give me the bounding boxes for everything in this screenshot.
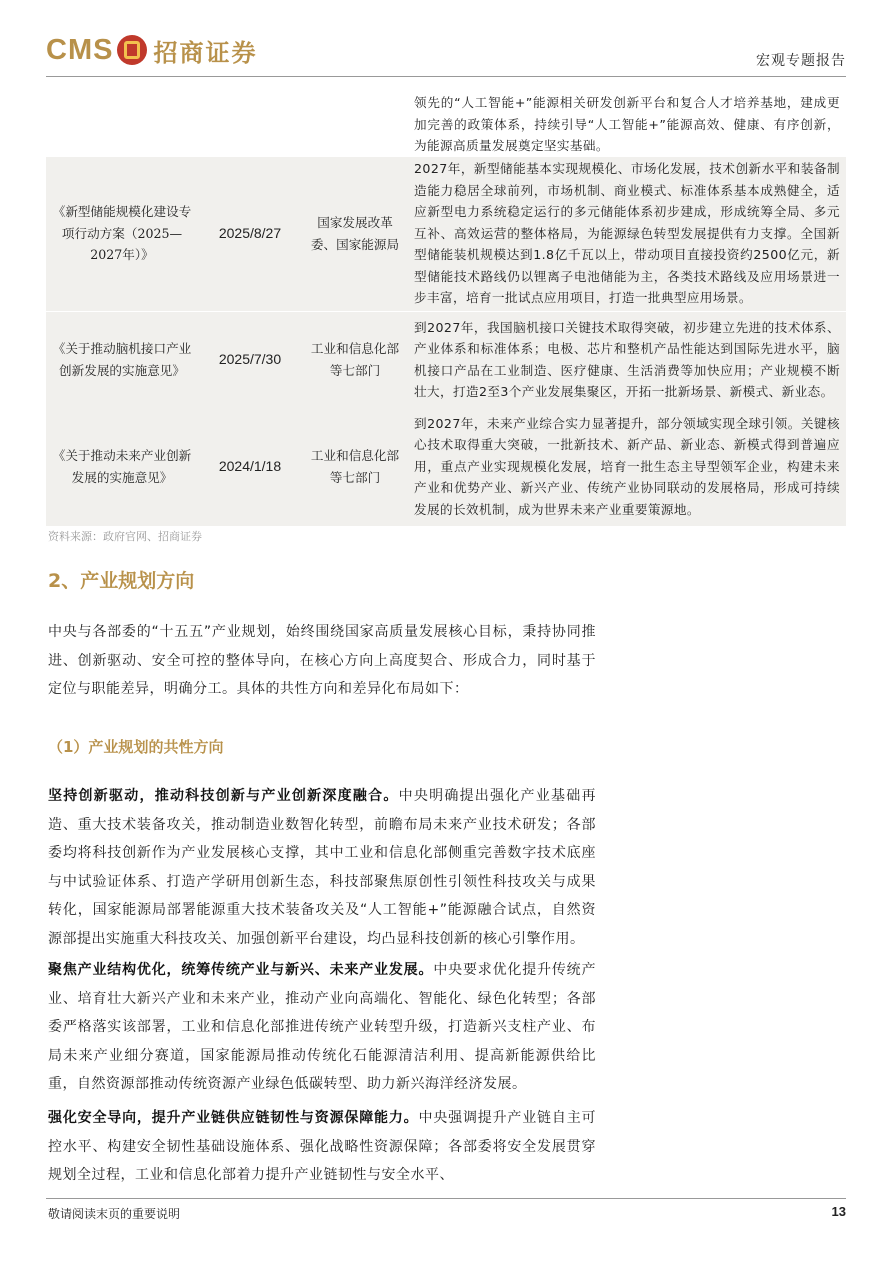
logo-cn-text: 招商证券 bbox=[153, 38, 258, 67]
policy-date bbox=[198, 92, 302, 157]
policy-name: 《关于推动未来产业创新发展的实施意见》 bbox=[46, 408, 198, 526]
policy-desc: 领先的“人工智能+”能源相关研发创新平台和复合人才培养基地，建成更加完善的政策体系，持续引导“人工智能+”能源高效、健康、有序创新，为能源高质量发展奠定坚实基础。 bbox=[414, 95, 840, 153]
section-title: 2、产业规划方向 bbox=[48, 570, 195, 592]
subsection-title: （1）产业规划的共性方向 bbox=[48, 738, 224, 756]
point-paragraph bbox=[48, 1104, 596, 1190]
section-intro: 中央与各部委的“十五五”产业规划，始终围绕国家高质量发展核心目标，秉持协同推进、创新驱动、安全可控的整体导向，在核心方向上高度契合、形成合力，同时基于定位与职能差异，明确分工。具体的共性方向和差异化布局如下： bbox=[48, 624, 596, 697]
table-row bbox=[46, 311, 846, 408]
table-row bbox=[46, 408, 846, 526]
footer-divider bbox=[46, 1198, 846, 1199]
policy-desc: 到2027年，未来产业综合实力显著提升，部分领域实现全球引领。关键核心技术取得重大突破，一批新技术、新产品、新业态、新模式得到普遍应用，重点产业实现规模化发展，培育一批生态主导型领军企业，构建未来产业和优势产业、新兴产业、传统产业协同联动的发展格局，形成可持续发展的长效机制，成为世界未来产业重要策源地。 bbox=[408, 408, 846, 526]
page-number: 13 bbox=[831, 1204, 846, 1219]
policy-dept: 工业和信息化部等七部门 bbox=[302, 408, 408, 526]
header-divider bbox=[46, 76, 846, 77]
policy-name: 《关于推动脑机接口产业创新发展的实施意见》 bbox=[46, 311, 198, 408]
table-row bbox=[46, 92, 846, 157]
table-row bbox=[46, 157, 846, 312]
point-paragraph bbox=[48, 782, 596, 953]
policy-name bbox=[46, 92, 198, 157]
cms-logo bbox=[46, 32, 257, 68]
policy-dept bbox=[302, 92, 408, 157]
policy-date: 2025/8/27 bbox=[198, 157, 302, 312]
point-body: 中央明确提出强化产业基础再造、重大技术装备攻关，推动制造业数智化转型，前瞻布局未来产业技术研发；各部委均将科技创新作为产业发展核心支撑，其中工业和信息化部侧重完善数字技术底座与中试验证体系、打造产学研用创新生态，科技部聚焦原创性引领性科技攻关与成果转化，国家能源局部署能源重大技术装备攻关及“人工智能+”能源融合试点，自然资源部提出实施重大科技攻关、加强创新平台建设，均凸显科技创新的核心引擎作用。 bbox=[48, 788, 597, 947]
point-lead: 强化安全导向，提升产业链供应链韧性与资源保障能力。 bbox=[48, 1110, 419, 1126]
policy-date: 2024/1/18 bbox=[198, 408, 302, 526]
policy-desc: 2027年，新型储能基本实现规模化、市场化发展，技术创新水平和装备制造能力稳居全球前列，市场机制、商业模式、标准体系基本成熟健全，适应新型电力系统稳定运行的多元储能体系初步建成，形成统筹全局、多元互补、高效运营的整体格局，为能源绿色转型发展提供有力支撑。全国新型储能装机规模达到1.8亿千瓦以上，带动项目直接投资约2500亿元，新型储能技术路线仍以锂离子电池储能为主，各类技术路线及应用场景进一步丰富，培育一批试点应用项目，打造一批典型应用场景。 bbox=[408, 157, 846, 312]
point-body: 中央强调提升产业链自主可控水平、构建安全韧性基础设施体系、强化战略性资源保障；各部委将安全发展贯穿规划全过程，工业和信息化部着力提升产业链韧性与安全水平、 bbox=[48, 1110, 597, 1183]
policy-name: 《新型储能规模化建设专项行动方案（2025—2027年）》 bbox=[46, 157, 198, 312]
policy-date: 2025/7/30 bbox=[198, 311, 302, 408]
policy-desc: 到2027年，我国脑机接口关键技术取得突破，初步建立先进的技术体系、产业体系和标准体系；电极、芯片和整机产品性能达到国际先进水平，脑机接口产品在工业制造、医疗健康、生活消费等加快应用；产业规模不断壮大，打造2至3个产业发展集聚区，开拓一批新场景、新模式、新业态。 bbox=[408, 311, 846, 408]
logo-cms-text: CMS bbox=[46, 33, 114, 66]
policy-dept: 工业和信息化部等七部门 bbox=[302, 311, 408, 408]
footer-disclaimer: 敬请阅读末页的重要说明 bbox=[48, 1207, 181, 1221]
report-type: 宏观专题报告 bbox=[756, 53, 846, 69]
point-lead: 聚焦产业结构优化，统筹传统产业与新兴、未来产业发展。 bbox=[48, 962, 434, 978]
point-paragraph bbox=[48, 956, 596, 1099]
point-body: 中央要求优化提升传统产业、培育壮大新兴产业和未来产业，推动产业向高端化、智能化、绿色化转型；各部委严格落实该部署，工业和信息化部推进传统产业转型升级，打造新兴支柱产业、布局未来产业细分赛道，国家能源局推动传统化石能源清洁利用、提高新能源供给比重，自然资源部推动传统资源产业绿色低碳转型、助力新兴海洋经济发展。 bbox=[48, 962, 597, 1092]
policy-dept: 国家发展改革委、国家能源局 bbox=[302, 157, 408, 312]
table-source: 资料来源：政府官网、招商证券 bbox=[48, 530, 202, 543]
page-header bbox=[46, 30, 846, 74]
point-lead: 坚持创新驱动，推动科技创新与产业创新深度融合。 bbox=[48, 788, 399, 804]
cms-emblem-icon bbox=[117, 35, 147, 65]
policy-table bbox=[46, 92, 846, 526]
